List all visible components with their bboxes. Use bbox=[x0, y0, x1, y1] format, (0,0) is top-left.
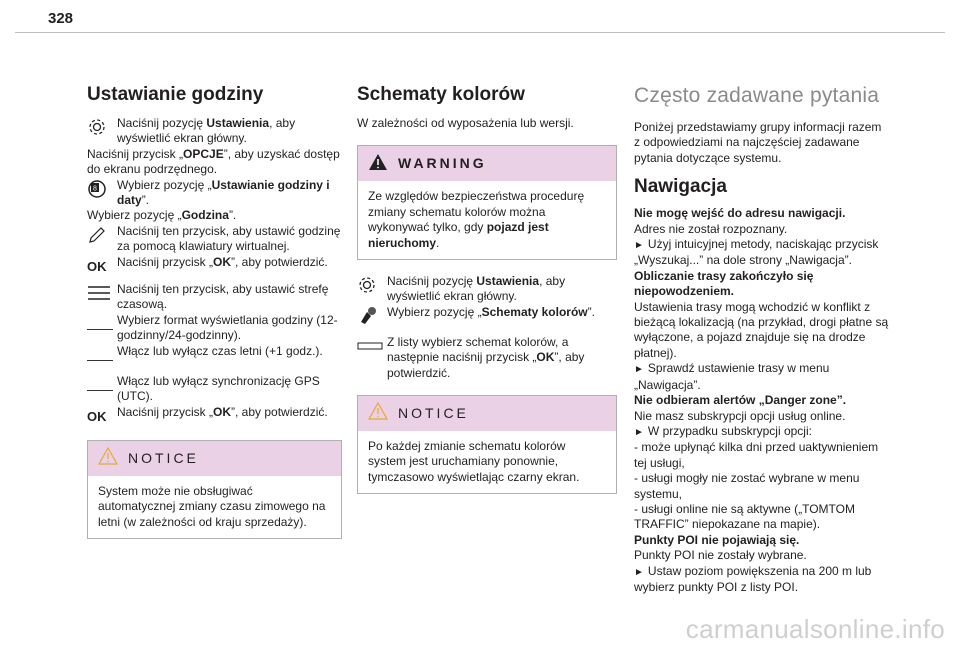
settings-gear-icon bbox=[87, 116, 117, 138]
faq-question: Obliczanie trasy zakończyło się niepowodzeniem. bbox=[634, 268, 814, 299]
watermark: carmanualsonline.info bbox=[685, 614, 945, 644]
subsection-navigation: Nawigacja bbox=[634, 176, 727, 198]
arrow-icon: ► bbox=[634, 364, 644, 376]
step-settings: Naciśnij pozycję Ustawienia, aby wyświetlić ekran główny. bbox=[87, 116, 342, 147]
list-bar-icon bbox=[357, 335, 387, 357]
pencil-icon bbox=[87, 224, 117, 246]
step-gps: Włącz lub wyłącz synchronizację GPS (UTC). bbox=[87, 374, 342, 405]
ok-icon: OK bbox=[87, 408, 107, 424]
faq-remedy: ► Użyj intuicyjnej metody, naciskając przycisk „Wyszukaj...” na dole strony „Nawigacja”. bbox=[634, 237, 879, 268]
faq-detail: - może upłynąć kilka dni przed uaktywnieniem tej usługi, bbox=[634, 440, 879, 470]
faq-question: Nie odbieram alertów „Danger zone”. bbox=[634, 393, 847, 408]
menu-list-icon bbox=[87, 282, 117, 304]
color-step-list: Z listy wybierz schemat kolorów, a następnie naciśnij przycisk „OK”, aby potwierdzić. bbox=[357, 335, 617, 381]
faq-question: Nie mogę wejść do adresu nawigacji. bbox=[634, 206, 846, 221]
faq-answer: Nie masz subskrypcji opcji usług online. bbox=[634, 408, 846, 423]
arrow-icon: ► bbox=[634, 240, 644, 252]
arrow-icon: ► bbox=[634, 426, 644, 438]
warning-triangle-icon bbox=[368, 153, 388, 175]
settings-gear-icon bbox=[357, 274, 387, 296]
column-time-setting bbox=[87, 84, 342, 553]
page-number: 328 bbox=[48, 10, 74, 27]
warning-title: WARNING bbox=[398, 155, 487, 172]
notice-text: System może nie obsługiwać automatycznej zmiany czasu zimowego na letni (w zależności od kraju sprzedaży). bbox=[98, 483, 326, 529]
warning-box bbox=[357, 145, 617, 260]
step-dst: Włącz lub wyłącz czas letni (+1 godz.). bbox=[87, 344, 342, 366]
warning-triangle-icon bbox=[368, 402, 388, 424]
notice-text: Po każdej zmianie schematu kolorów system jest uruchamiany ponownie, tymczasowo wyświetlając czarny ekran. bbox=[368, 439, 580, 484]
section-title-time: Ustawianie godziny bbox=[87, 84, 264, 105]
clock-icon bbox=[87, 178, 117, 200]
notice-box bbox=[87, 440, 342, 539]
warning-triangle-icon bbox=[98, 447, 118, 469]
faq-detail: - usługi mogły nie zostać wybrane w menu systemu, bbox=[634, 471, 860, 501]
step-format: Wybierz format wyświetlania godziny (12-godzinny/24-godzinny). bbox=[87, 313, 342, 344]
notice-title: NOTICE bbox=[398, 404, 469, 421]
step-confirm-2: OK Naciśnij przycisk „OK”, aby potwierdzić. bbox=[87, 404, 328, 424]
ok-icon: OK bbox=[87, 258, 107, 274]
faq-intro: Poniżej przedstawiamy grupy informacji razem z odpowiedziami na najczęściej zadawane pytania dotyczące systemu. bbox=[634, 120, 882, 165]
column-color-schemes bbox=[357, 84, 617, 508]
notice-title: NOTICE bbox=[128, 449, 199, 466]
faq-detail: - usługi online nie są aktywne („TOMTOM TRAFFIC” niepokazane na mapie). bbox=[634, 501, 855, 532]
warning-text: Ze względów bezpieczeństwa procedurę zmiany schematu kolorów można wykonywać tylko, gdy pojazd jest nieruchomy. bbox=[368, 189, 585, 250]
faq-answer: Adres nie został rozpoznany. bbox=[634, 221, 788, 236]
step-confirm-1: OK Naciśnij przycisk „OK”, aby potwierdzić. bbox=[87, 254, 328, 274]
svg-text:8: 8 bbox=[93, 185, 97, 193]
step-options: Naciśnij przycisk „OPCJE”, aby uzyskać dostęp do ekranu podrzędnego. bbox=[87, 146, 340, 177]
section-title-colors: Schematy kolorów bbox=[357, 84, 525, 105]
arrow-icon: ► bbox=[634, 566, 644, 578]
faq-remedy: ► Ustaw poziom powiększenia na 200 m lub wybierz punkty POI z listy POI. bbox=[634, 563, 872, 594]
color-step-select: Wybierz pozycję „Schematy kolorów”. bbox=[357, 305, 617, 327]
top-divider bbox=[15, 32, 945, 33]
toggle-icon bbox=[87, 344, 117, 366]
faq-answer: Ustawienia trasy mogą wchodzić w konflikt z bieżącą lokalizacją (na przykład, drogi płatne są wyłączone, a pojazd znajduje się na drodze płatnej). bbox=[634, 299, 889, 360]
step-time-date: 8 Wybierz pozycję „Ustawianie godziny i daty”. bbox=[87, 178, 342, 209]
faq-answer: Punkty POI nie zostały wybrane. bbox=[634, 548, 807, 563]
toggle-icon bbox=[87, 374, 117, 396]
faq-question: Punkty POI nie pojawiają się. bbox=[634, 532, 800, 547]
step-timezone: Naciśnij ten przycisk, aby ustawić strefę czasową. bbox=[87, 282, 342, 313]
toggle-icon bbox=[87, 313, 117, 335]
column-faq bbox=[634, 84, 890, 595]
step-keyboard: Naciśnij ten przycisk, aby ustawić godzinę za pomocą klawiatury wirtualnej. bbox=[87, 224, 342, 255]
notice-box bbox=[357, 395, 617, 494]
section-title-faq: Często zadawane pytania bbox=[634, 84, 880, 107]
step-hour: Wybierz pozycję „Godzina”. bbox=[87, 208, 237, 223]
faq-remedy: ► Sprawdź ustawienie trasy w menu „Nawigacja”. bbox=[634, 361, 830, 392]
color-step-settings: Naciśnij pozycję Ustawienia, aby wyświetlić ekran główny. bbox=[357, 274, 617, 305]
palette-icon bbox=[357, 305, 387, 327]
faq-remedy: ► W przypadku subskrypcji opcji: bbox=[634, 423, 812, 438]
colors-intro: W zależności od wyposażenia lub wersji. bbox=[357, 116, 574, 130]
